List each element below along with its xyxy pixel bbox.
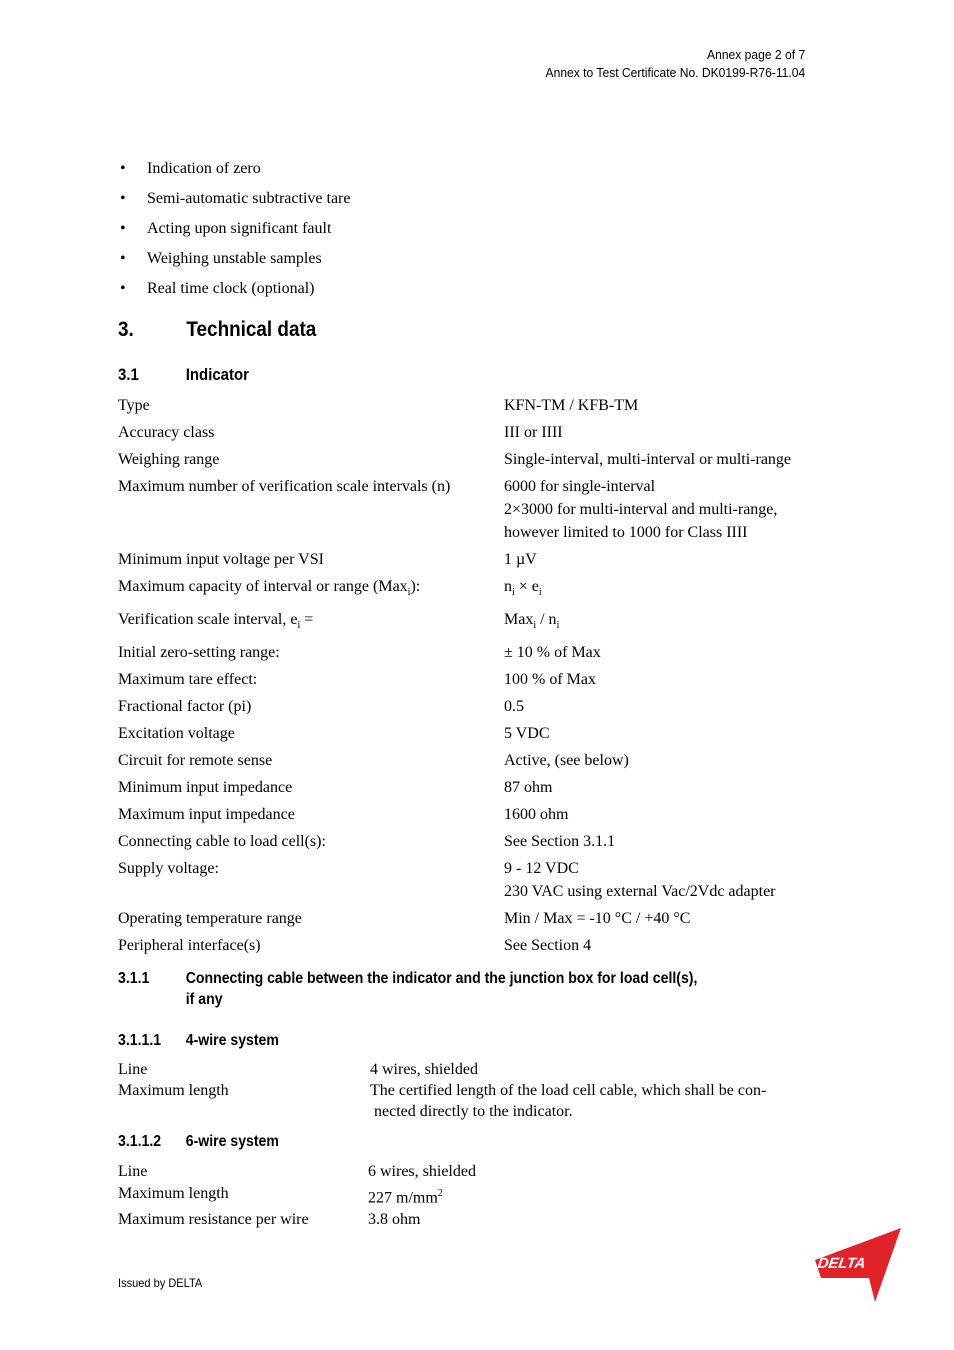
section-heading-4-wire: 3.1.1.1 4-wire system (118, 1032, 279, 1049)
four-wire-line-row: Line 4 wires, shielded (118, 1061, 478, 1078)
section-heading-connecting-cable: 3.1.1 Connecting cable between the indicator and the junction box for load cell(s), if any (118, 970, 698, 1008)
spec-row-min-voltage: Minimum input voltage per VSI 1 µV (118, 551, 537, 568)
spec-row-min-impedance: Minimum input impedance 87 ohm (118, 779, 553, 797)
spec-row-zero-range: Initial zero-setting range: ± 10 % of Max (118, 644, 601, 662)
footer-issued-by: Issued by DELTA (118, 1276, 203, 1290)
six-wire-resistance-row: Maximum resistance per wire 3.8 ohm (118, 1211, 421, 1229)
spec-row-excitation: Excitation voltage 5 VDC (118, 725, 550, 743)
four-wire-length-row: Maximum length The certified length of the load cell cable, which shall be con- nected directly to the indicator. (118, 1082, 767, 1120)
spec-row-max-impedance: Maximum input impedance 1600 ohm (118, 806, 569, 824)
section-heading-indicator: 3.1 Indicator (118, 365, 249, 384)
list-item: • Real time clock (optional) (120, 280, 315, 297)
spec-row-fractional: Fractional factor (pi) 0.5 (118, 698, 524, 716)
section-heading-6-wire: 3.1.1.2 6-wire system (118, 1133, 279, 1150)
spec-row-max-capacity: Maximum capacity of interval or range (Max$_i$): $n_i \times e_i$ (118, 578, 542, 599)
spec-row-remote-sense: Circuit for remote sense Active, (see below) (118, 752, 629, 770)
spec-row-tare: Maximum tare effect: 100 % of Max (118, 671, 596, 689)
list-item: • Acting upon significant fault (120, 220, 332, 237)
spec-row-type: Type KFN-TM / KFB-TM (118, 397, 639, 414)
spec-row-supply: Supply voltage: 9 - 12 VDC 230 VAC using external Vac/2Vdc adapter (118, 860, 776, 901)
four-wire-table (118, 1059, 838, 1122)
six-wire-length-row: Maximum length 227 $m/mm^2$ (118, 1185, 443, 1207)
spec-row-cable: Connecting cable to load cell(s): See Section 3.1.1 (118, 833, 616, 851)
page-number: Annex page 2 of 7 (706, 47, 805, 62)
six-wire-table (118, 1161, 838, 1231)
list-item: • Semi-automatic subtractive tare (120, 190, 351, 207)
certificate-number: Annex to Test Certificate No. DK0199-R76-11.04 (545, 65, 805, 80)
spec-row-accuracy: Accuracy class III or IIII (118, 424, 563, 441)
delta-logo-icon (815, 1226, 903, 1304)
spec-row-temperature: Operating temperature range Min / Max = -10 °C / +40 °C (118, 910, 691, 928)
spec-row-peripheral: Peripheral interface(s) See Section 4 (118, 937, 592, 955)
svg-text:DELTA: DELTA (816, 1255, 867, 1272)
spec-row-scale-interval: Verification scale interval, $e_i$ = $Max_i / n_i$ (118, 611, 560, 632)
list-item: • Weighing unstable samples (120, 250, 322, 267)
spec-row-max-intervals: Maximum number of verification scale intervals (n) 6000 for single-interval 2×3000 for multi-interval and multi-range, however limited to 1000 for Class IIII (118, 478, 778, 541)
section-heading-technical-data: 3. Technical data (118, 318, 317, 341)
indicator-spec-table (118, 394, 838, 961)
six-wire-line-row: Line 6 wires, shielded (118, 1163, 476, 1180)
feature-list (118, 158, 350, 308)
page-header (545, 46, 805, 82)
spec-row-weighing-range: Weighing range Single-interval, multi-interval or multi-range (118, 451, 792, 468)
list-item: • Indication of zero (120, 160, 261, 177)
